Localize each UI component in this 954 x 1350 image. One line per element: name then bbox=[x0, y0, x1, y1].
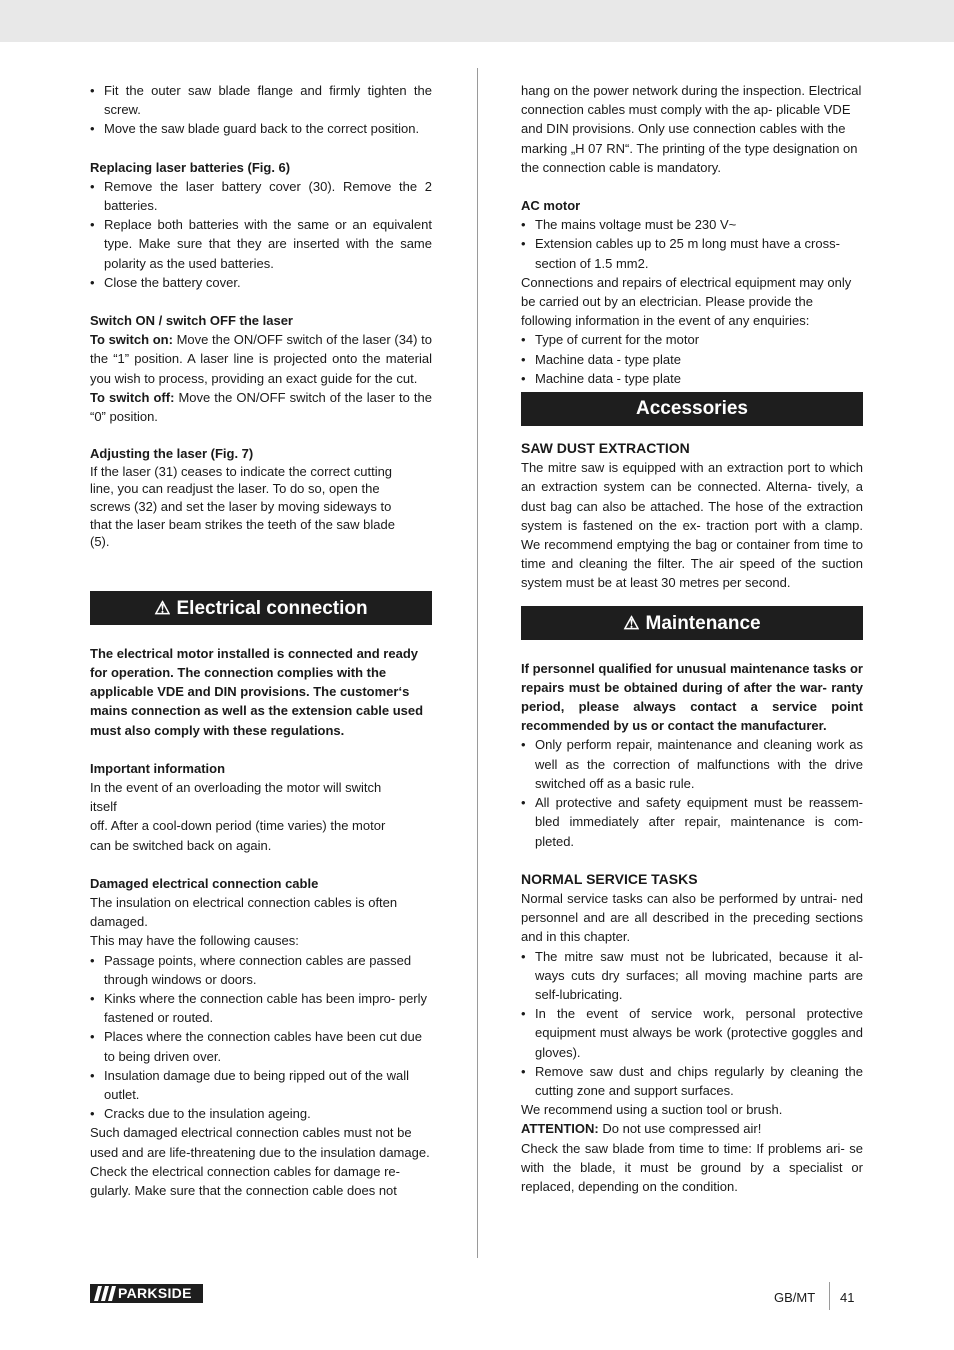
list-item: • Cracks due to the insulation ageing. bbox=[90, 1106, 311, 1122]
page-number: 41 bbox=[840, 1290, 855, 1305]
list-item: • All protective and safety equipment must be reassem- bled immediately after repair, maintenance is com- pleted. bbox=[521, 795, 863, 849]
list-item: • Remove saw dust and chips regularly by cleaning the cutting zone and support surfaces. bbox=[521, 1063, 863, 1098]
list-item: • Only perform repair, maintenance and cleaning work as well as the correction of malfunctions with the drive switched off as a basic rule. bbox=[521, 737, 863, 791]
list-item: • The mitre saw must not be lubricated, because it al- ways cuts dry surfaces; all moving machine parts are self-lubricating. bbox=[521, 948, 863, 1002]
list-item: • Move the saw blade guard back to the correct position. bbox=[90, 121, 420, 137]
list-item: • Type of current for the motor bbox=[521, 332, 700, 348]
normal-service-list bbox=[521, 947, 863, 1101]
list-item: • Remove the laser battery cover (30). Remove the 2 batteries. bbox=[90, 178, 432, 214]
switch-on-paragraph: To switch on: Move the ON/OFF switch of the laser (34) to the “1” position. A laser line is projected onto the material you wish to process, providing an exact guide for the cut. bbox=[90, 332, 432, 386]
normal-service-text: Normal service tasks can also be performed by untrai- ned personnel and are all described in the preceding sections and in this chapter. bbox=[521, 890, 863, 945]
switch-off-paragraph: To switch off: Move the ON/OFF switch of the laser to the “0” position. bbox=[90, 389, 432, 425]
list-item: • Extension cables up to 25 m long must have a cross-section of 1.5 mm2. bbox=[521, 236, 840, 271]
damage-causes-list bbox=[90, 951, 432, 1124]
ac-motor-text: Connections and repairs of electrical equipment may only be carried out by an electrician. Please provide the following information in the event of any enquiries: bbox=[521, 274, 852, 329]
blade-check-text: Check the saw blade from time to time: If problems ari- se with the blade, it must be ground by a specialist or replaced, depending on the condition. bbox=[521, 1140, 863, 1194]
list-item: • Machine data - type plate bbox=[521, 370, 681, 386]
laser-batteries-heading: Replacing laser batteries (Fig. 6) bbox=[90, 159, 291, 175]
switch-laser-heading: Switch ON / switch OFF the laser bbox=[90, 313, 293, 329]
adjust-laser-heading: Adjusting the laser (Fig. 7) bbox=[90, 446, 254, 462]
warning-icon: ⚠ bbox=[623, 612, 640, 633]
accessories-band: Accessories bbox=[521, 392, 863, 426]
saw-dust-text: The mitre saw is equipped with an extraction port to which an extraction system can be connected. Alterna- tively, a dust bag can also be attached. The hose of the extraction system is fastened on the ex- traction port with a clamp. We recommend emptying the bag or container from time to time and cleaning the filter. The air speed of the suction system must be at least 30 metres per second. bbox=[521, 460, 863, 591]
important-info-text: In the event of an overloading the motor will switch itself off. After a cool-down period (time varies) the motor can be switched back on again. bbox=[90, 780, 386, 853]
adjust-laser-text: If the laser (31) ceases to indicate the correct cutting line, you can readjust the laser. To do so, open the screws (32) and set the laser by moving sideways to that the laser beam strikes the teeth of the saw blade (5). bbox=[90, 463, 395, 550]
brand-name: PARKSIDE bbox=[118, 1285, 192, 1301]
important-info-heading: Important information bbox=[90, 760, 226, 776]
list-item: • Insulation damage due to being ripped out of the wall outlet. bbox=[90, 1067, 409, 1103]
right-column bbox=[521, 81, 863, 1196]
list-item: • Kinks where the connection cable has been impro- perly fastened or routed. bbox=[90, 991, 428, 1026]
maintenance-intro: If personnel qualified for unusual maintenance tasks or repairs must be obtained during of after the war- ranty period, please always contact a service point recommended by us or contact the manufacturer. bbox=[521, 660, 863, 734]
recommend-text: We recommend using a suction tool or brush. bbox=[521, 1102, 783, 1118]
ac-motor-heading: AC motor bbox=[521, 198, 581, 214]
brand-logo bbox=[90, 1284, 203, 1303]
warning-icon: ⚠ bbox=[154, 597, 171, 618]
laser-batteries-list bbox=[90, 177, 432, 292]
blade-bullet-list bbox=[90, 81, 432, 139]
list-item: • Close the battery cover. bbox=[90, 274, 241, 290]
list-item: • Fit the outer saw blade flange and firmly tighten the screw. bbox=[90, 83, 432, 118]
maintenance-band: ⚠ Maintenance bbox=[521, 606, 863, 640]
enquiry-info-list bbox=[521, 330, 863, 388]
list-item: • In the event of service work, personal protective equipment must always be work (protective goggles and gloves). bbox=[521, 1006, 863, 1060]
list-item: • The mains voltage must be 230 V~ bbox=[521, 217, 737, 233]
electrical-connection-band: ⚠ Electrical connection bbox=[90, 591, 432, 625]
maintenance-list bbox=[521, 735, 863, 850]
column-divider bbox=[477, 68, 478, 1258]
connection-cable-text: hang on the power network during the inspection. Electrical connection cables must comply with the ap- plicable VDE and DIN provisions. Only use connection cables with the marking „H 07 RN“. The printing of the type designation on the connection cable is mandatory. bbox=[521, 83, 862, 175]
damaged-cable-tail: Such damaged electrical connection cables must not be used and are life-threatening due to the insulation damage. Check the electrical connection cables for damage re- gularly. Make sure that the connection cable does not bbox=[90, 1125, 430, 1199]
damaged-cable-heading: Damaged electrical connection cable bbox=[90, 875, 319, 891]
list-item: • Replace both batteries with the same or an equivalent type. Make sure that they are inserted with the same polarity as the used batteries. bbox=[90, 217, 432, 271]
language-code: GB/MT bbox=[774, 1290, 816, 1305]
list-item: • Machine data - type plate bbox=[521, 351, 681, 367]
left-column bbox=[90, 81, 432, 1200]
header-bar bbox=[0, 0, 954, 42]
ac-motor-list bbox=[521, 215, 863, 273]
electrical-intro: The electrical motor installed is connected and ready for operation. The connection complies with the applicable VDE and DIN provisions. The customer‘s mains connection as well as the extension cable used must also comply with these regulations. bbox=[90, 645, 424, 738]
logo-stripes-icon bbox=[94, 1286, 116, 1301]
saw-dust-heading: SAW DUST EXTRACTION bbox=[521, 440, 690, 457]
footer-divider bbox=[829, 1282, 830, 1310]
normal-service-heading: NORMAL SERVICE TASKS bbox=[521, 870, 698, 887]
damaged-cable-text: The insulation on electrical connection cables is often damaged. This may have the following causes: bbox=[90, 895, 398, 949]
list-item: • Passage points, where connection cables are passed through windows or doors. bbox=[90, 952, 412, 987]
attention-text: ATTENTION: Do not use compressed air! bbox=[521, 1121, 762, 1137]
list-item: • Places where the connection cables have been cut due to being driven over. bbox=[90, 1029, 422, 1064]
